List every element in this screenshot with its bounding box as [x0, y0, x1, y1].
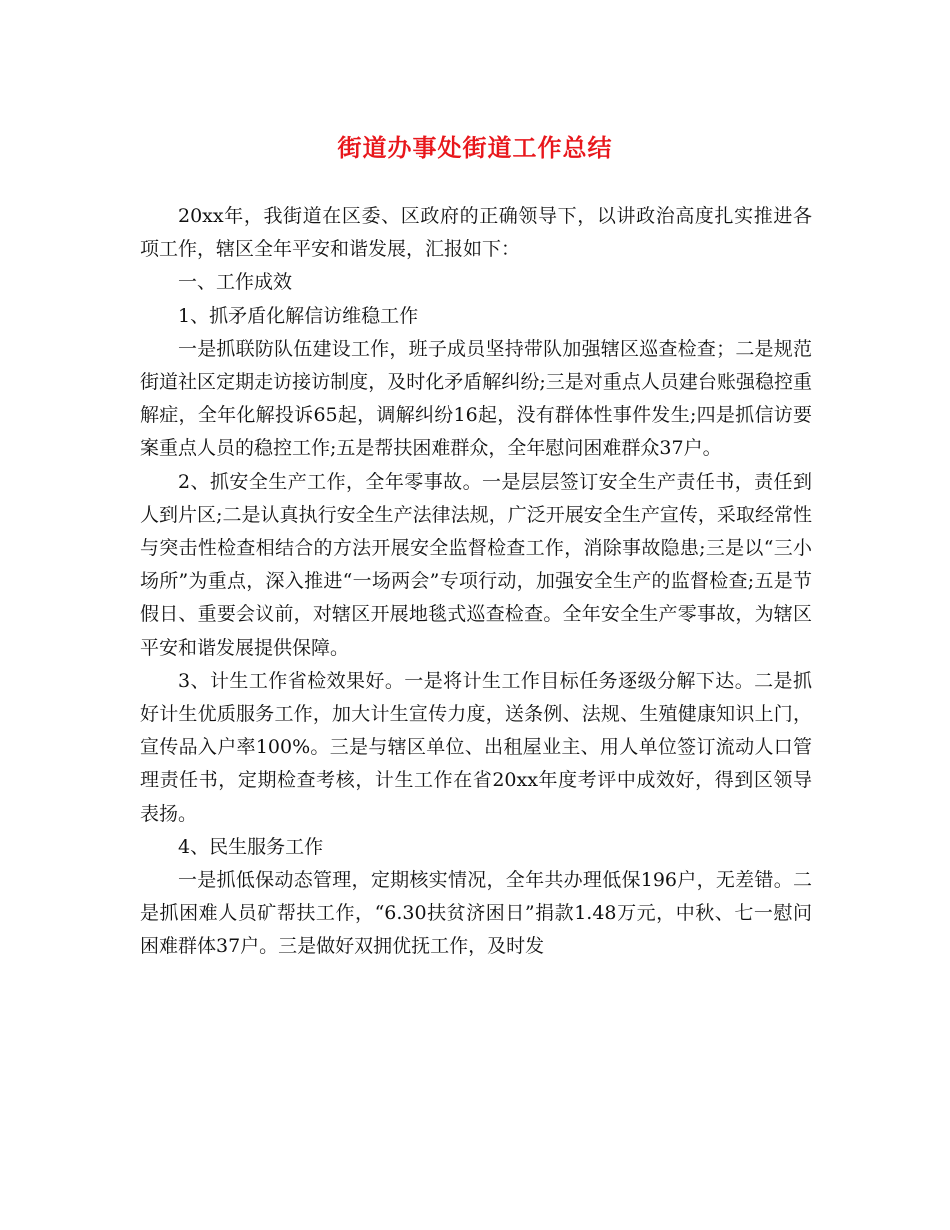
- body-paragraph: 3、计生工作省检效果好。一是将计生工作目标任务逐级分解下达。二是抓好计生优质服务工作，加大计生宣传力度，送条例、法规、生殖健康知识上门，宣传品入户率100%。三是与辖区单位、出租屋业主、用人单位签订流动人口管理责任书，定期检查考核，计生工作在省20xx年度考评中成效好，得到区领导表扬。: [140, 669, 812, 825]
- intro-paragraph: 20xx年，我街道在区委、区政府的正确领导下，以讲政治高度扎实推进各项工作，辖区全年平安和谐发展，汇报如下：: [140, 205, 812, 261]
- document-body: [140, 200, 812, 964]
- body-paragraph: 一是抓联防队伍建设工作，班子成员坚持带队加强辖区巡查检查；二是规范街道社区定期走访接访制度，及时化矛盾解纠纷;三是对重点人员建台账强稳控重解症，全年化解投诉65起，调解纠纷16起，没有群体性事件发生;四是抓信访要案重点人员的稳控工作;五是帮扶困难群众，全年慰问困难群众37户。: [140, 337, 812, 460]
- section-heading: 一、工作成效: [178, 271, 293, 294]
- subsection-heading: 1、抓矛盾化解信访维稳工作: [178, 304, 419, 327]
- body-paragraph: 一是抓低保动态管理，定期核实情况，全年共办理低保196户，无差错。二是抓困难人员矿帮扶工作，“6.30扶贫济困日”捐款1.48万元，中秋、七一慰问困难群体37户。三是做好双拥优抚工作，及时发: [140, 869, 812, 958]
- body-paragraph: 2、抓安全生产工作，全年零事故。一是层层签订安全生产责任书，责任到人到片区;二是认真执行安全生产法律法规，广泛开展安全生产宣传，采取经常性与突击性检查相结合的方法开展安全监督检查工作，消除事故隐患;三是以“三小场所”为重点，深入推进“一场两会”专项行动，加强安全生产的监督检查;五是节假日、重要会议前，对辖区开展地毯式巡查检查。全年安全生产零事故，为辖区平安和谐发展提供保障。: [140, 470, 812, 659]
- document-title: 街道办事处街道工作总结: [337, 133, 613, 162]
- subsection-heading: 4、民生服务工作: [178, 835, 324, 858]
